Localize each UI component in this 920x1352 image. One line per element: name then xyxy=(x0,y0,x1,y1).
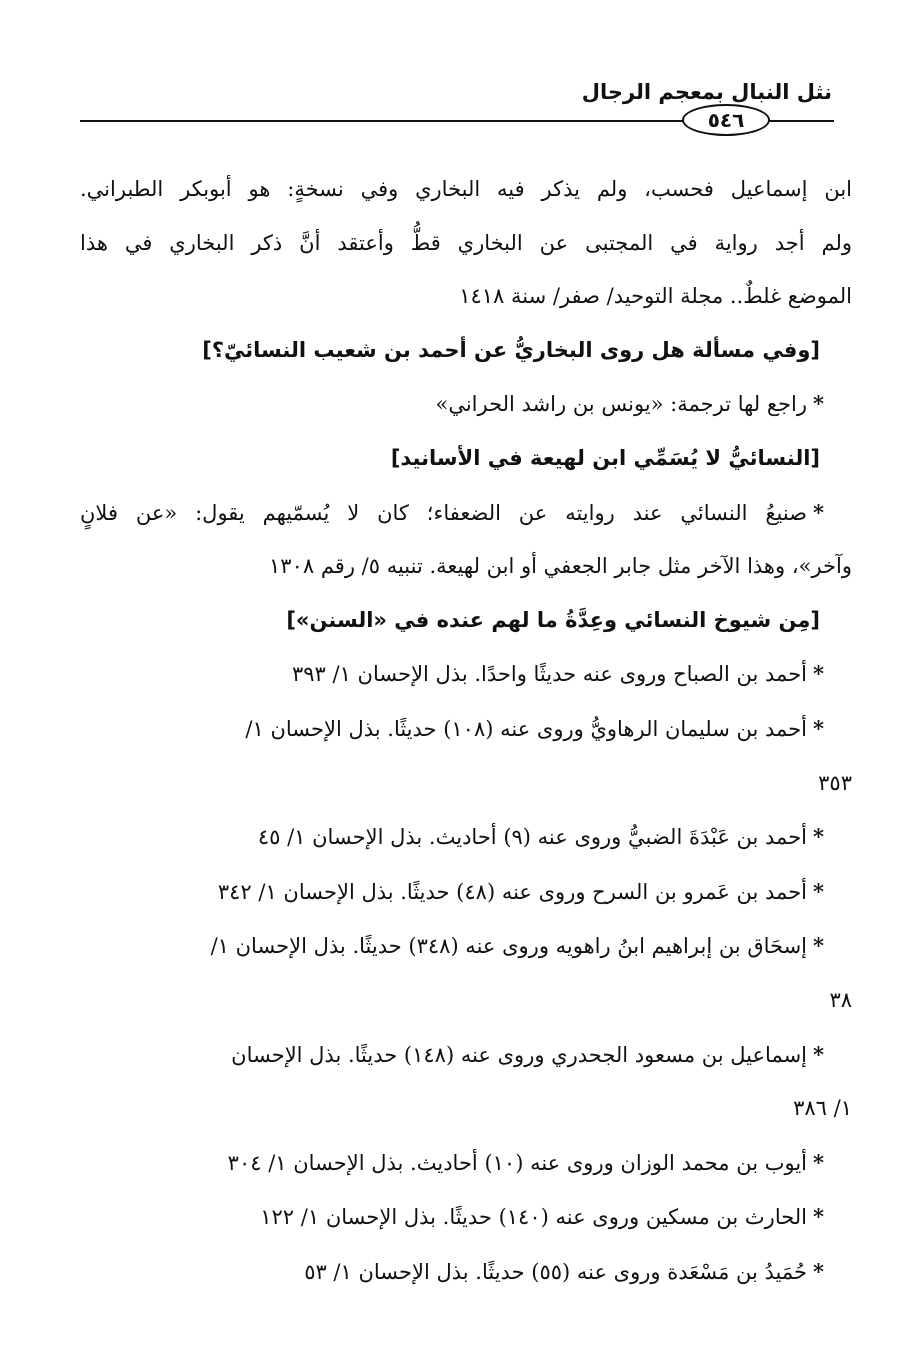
list-item xyxy=(80,919,852,974)
bullet-mark: * xyxy=(813,933,824,959)
running-title: نثل النبال بمعجم الرجال xyxy=(581,80,832,104)
list-item xyxy=(80,702,852,757)
list-item-text: أحمد بن الصباح وروى عنه حديثًا واحدًا. بذل الإحسان ١/ ٣٩٣ xyxy=(291,662,808,687)
bullet-mark: * xyxy=(813,824,824,850)
list-item xyxy=(80,1190,852,1245)
list-item-text: أحمد بن سليمان الرهاويُّ وروى عنه (١٠٨) حديثًا. بذل الإحسان ١/ xyxy=(245,716,808,741)
list-item xyxy=(80,1136,852,1191)
list-item-text: أيوب بن محمد الوزان وروى عنه (١٠) أحاديث. بذل الإحسان ١/ ٣٠٤ xyxy=(227,1150,808,1175)
list-item-continuation: ٣٨ xyxy=(829,987,852,1012)
intro-line: الموضع غلطٌ.. مجلة التوحيد/ صفر/ سنة ١٤١٨ xyxy=(459,284,852,309)
bullet-mark: * xyxy=(813,1258,824,1284)
list-item xyxy=(80,1245,852,1300)
list-item xyxy=(80,865,852,920)
bullet-mark: * xyxy=(813,499,824,525)
intro-line: ولم أجد رواية في المجتبى عن البخاري قطُّ وأعتقد أنَّ ذكر البخاري في هذا xyxy=(80,230,852,255)
list-item xyxy=(80,1028,852,1083)
list-item-continuation: وآخر»، وهذا الآخر مثل جابر الجعفي أو ابن لهيعة. تنبيه ٥/ رقم ١٣٠٨ xyxy=(269,554,852,579)
bullet-mark: * xyxy=(813,878,824,904)
list-item-text: إسحَاق بن إبراهيم ابنُ راهويه وروى عنه (٣٤٨) حديثًا. بذل الإحسان ١/ xyxy=(210,934,808,959)
list-item-continuation: ٣٥٣ xyxy=(818,770,852,795)
section-heading: [وفي مسألة هل روى البخاريُّ عن أحمد بن شعيب النسائيّ؟] xyxy=(202,337,820,362)
section-heading: [مِن شيوخ النسائي وعِدَّةُ ما لهم عنده في «السنن»] xyxy=(286,607,820,632)
list-item xyxy=(80,377,852,432)
list-item-text: إسماعيل بن مسعود الجحدري وروى عنه (١٤٨) حديثًا. بذل الإحسان xyxy=(231,1042,808,1067)
bullet-mark: * xyxy=(813,1041,824,1067)
narrators-list xyxy=(80,647,852,1299)
list-item xyxy=(80,486,852,541)
list-item-text: راجع لها ترجمة: «يونس بن راشد الحراني» xyxy=(435,392,808,417)
bullet-mark: * xyxy=(813,391,824,417)
list-item xyxy=(80,647,852,702)
list-item-text: صنيعُ النسائي عند روايته عن الضعفاء؛ كان لا يُسمّيهم يقول: «عن فلانٍ xyxy=(80,500,808,525)
list-item-text: أحمد بن عَبْدَةَ الضبيُّ وروى عنه (٩) أحاديث. بذل الإحسان ١/ ٤٥ xyxy=(257,825,808,850)
section-heading: [النسائيُّ لا يُسَمِّي ابن لهيعة في الأسانيد] xyxy=(390,445,820,470)
list-item-text: أحمد بن عَمرو بن السرح وروى عنه (٤٨) حديثًا. بذل الإحسان ١/ ٣٤٢ xyxy=(217,879,808,904)
bullet-mark: * xyxy=(813,715,824,741)
bullet-mark: * xyxy=(813,1149,824,1175)
page-number: ٥٤٦ xyxy=(682,104,770,136)
list-item-text: الحارث بن مسكين وروى عنه (١٤٠) حديثًا. بذل الإحسان ١/ ١٢٢ xyxy=(260,1205,808,1230)
list-item-continuation: ١/ ٣٨٦ xyxy=(793,1096,852,1121)
list-item xyxy=(80,810,852,865)
bullet-mark: * xyxy=(813,1204,824,1230)
bullet-mark: * xyxy=(813,661,824,687)
body-text xyxy=(80,163,852,1299)
intro-line: ابن إسماعيل فحسب، ولم يذكر فيه البخاري وفي نسخةٍ: هو أبوبكر الطبراني. xyxy=(80,177,852,201)
list-item-text: حُمَيدُ بن مَسْعَدة وروى عنه (٥٥) حديثًا. بذل الإحسان ١/ ٥٣ xyxy=(304,1259,808,1284)
